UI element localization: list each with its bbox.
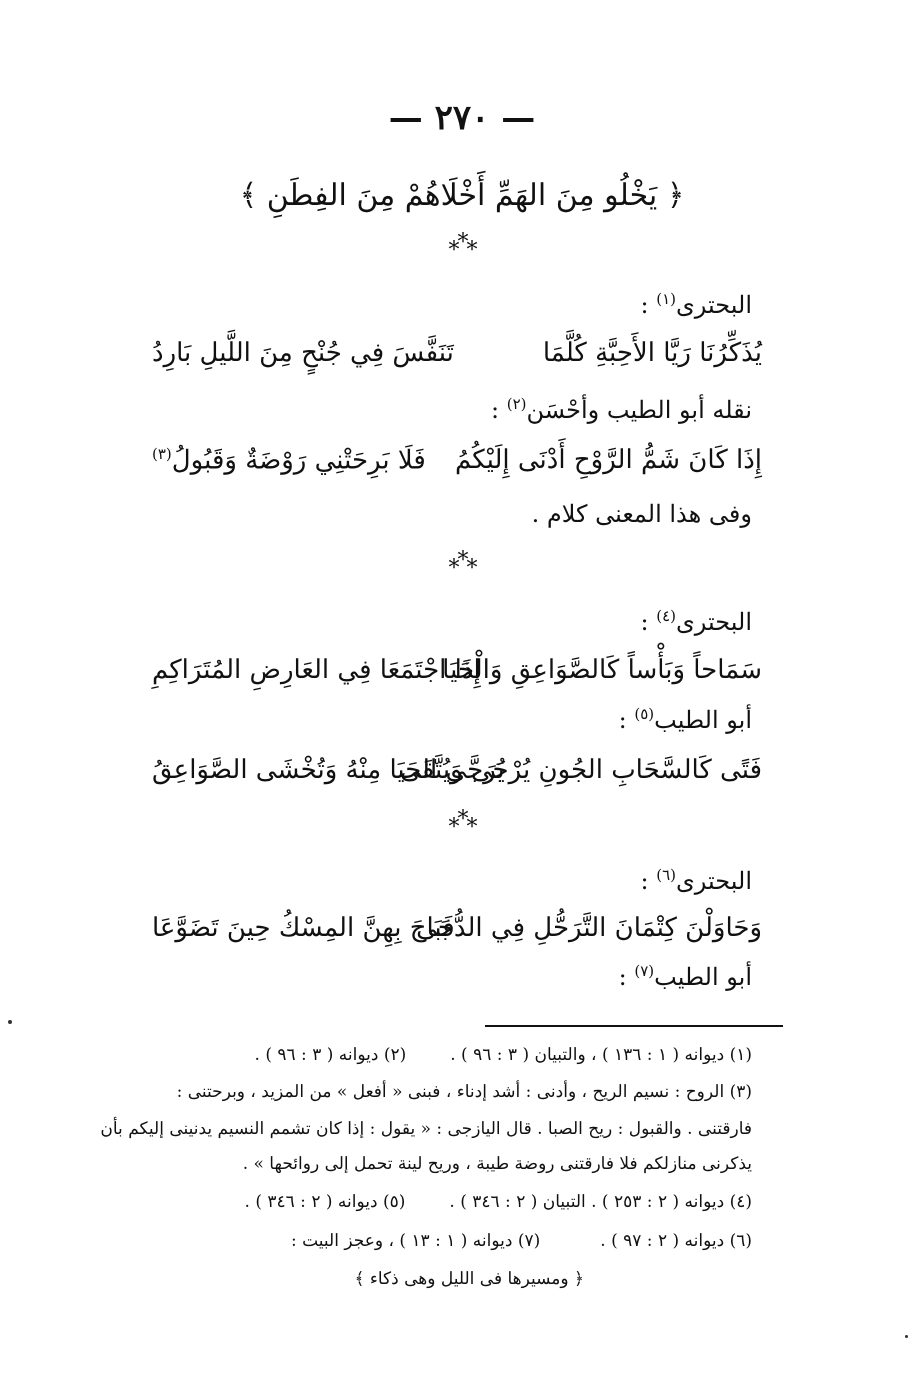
scan-speck bbox=[905, 1335, 908, 1338]
verse-2-first-hemistich: إِذَا كَانَ شَمُّ الرَّوْحِ أَدْنَى إِلَيْكُمُ bbox=[454, 445, 762, 475]
closing-note: وفى هذا المعنى كلام . bbox=[531, 500, 752, 528]
footnote-3-cont: فارقتنى . والقبول : ريح الصبا . قال اليازجى : « يقول : إذا كان تشمم النسيم يدنينى إليكم بأن bbox=[100, 1119, 752, 1139]
poet-label-2: نقله أبو الطيب وأحْسَن$^{(٢)}$ : bbox=[490, 395, 752, 424]
verse-5-second-hemistich: فَبَاحَ بِهِنَّ المِسْكُ حِينَ تَضَوَّعَا bbox=[152, 913, 455, 943]
poet-label-5: البحترى$^{(٦)}$ : bbox=[640, 866, 752, 895]
footnote-3: (٣) الروح : نسيم الريح ، وأدنى : أشد إدناء ، فبنى « أفعل » من المزيد ، وبرحتنى : bbox=[176, 1082, 752, 1102]
verse-1-first-hemistich: يُذَكِّرُنَا رَيَّا الأَحِبَّةِ كُلَّمَا bbox=[542, 338, 762, 368]
poet-label-6: أبو الطيب$^{(٧)}$ : bbox=[618, 962, 752, 991]
poet-label-4: أبو الطيب$^{(٥)}$ : bbox=[618, 705, 752, 734]
footnote-1-2: (١) ديوانه ( ١ : ١٣٦ ) ، والتبيان ( ٣ : ٩٦ ) .(٢) ديوانه ( ٣ : ٩٦ ) . bbox=[254, 1045, 752, 1065]
footnote-rule bbox=[485, 1025, 783, 1027]
footnote-3-cont: يذكرنى منازلكم فلا فارقتنى روضة طيبة ، وريح لينة تحمل إلى روائحها » . bbox=[242, 1154, 752, 1174]
footnote-6-7: (٦) ديوانه ( ٢ : ٩٧ ) .(٧) ديوانه ( ١ : ١٣ ) ، وعجز البيت : bbox=[290, 1231, 752, 1251]
star-divider: *** bbox=[448, 548, 476, 581]
star-divider: *** bbox=[448, 807, 476, 840]
verse-2-second-hemistich: فَلَا بَرِحَتْنِي رَوْضَةٌ وَقَبُولُ$^{(٣)}$ bbox=[152, 445, 426, 476]
scan-speck bbox=[8, 1020, 12, 1024]
page-number: — ٢٧٠ — bbox=[388, 98, 536, 138]
verse-5-first-hemistich: وَحَاوَلْنَ كِتْمَانَ التَّرَحُّلِ فِي الدُّجَى bbox=[416, 913, 762, 943]
verse-3-first-hemistich: سَمَاحاً وَبَأْساً كَالصَّوَاعِقِ وَالْحَيَا bbox=[442, 655, 762, 685]
footnote-7-verse: ﴿ ومسيرها فى الليل وهى ذكاء ﴾ bbox=[354, 1269, 584, 1289]
verse-3-second-hemistich: إِذَا اجْتَمَعَا فِي العَارِضِ المُتَرَاكِمِ bbox=[152, 655, 481, 685]
poet-label-3: البحترى$^{(٤)}$ : bbox=[640, 607, 752, 636]
footnote-4-5: (٤) ديوانه ( ٢ : ٢٥٣ ) . التبيان ( ٢ : ٣٤٦ ) .(٥) ديوانه ( ٢ : ٣٤٦ ) . bbox=[244, 1192, 752, 1212]
top-verse: ﴿ يَخْلُو مِنَ الهَمِّ أَخْلَاهُمْ مِنَ الفِطَنِ ﴾ bbox=[239, 178, 685, 213]
poet-label-1: البحترى$^{(١)}$ : bbox=[640, 290, 752, 319]
verse-1-second-hemistich: تَنَفَّسَ فِي جُنْحٍ مِنَ اللَّيلِ بَارِدُ bbox=[152, 338, 454, 368]
verse-4-second-hemistich: يُرَجَّى الحَيَا مِنْهُ وَتُخْشَى الصَّوَاعِقُ bbox=[152, 755, 505, 785]
verse-4-first-hemistich: فَتًى كَالسَّحَابِ الجُونِ يُرْجَى وَيُتَّقَى bbox=[400, 755, 762, 785]
star-divider: *** bbox=[448, 230, 476, 263]
